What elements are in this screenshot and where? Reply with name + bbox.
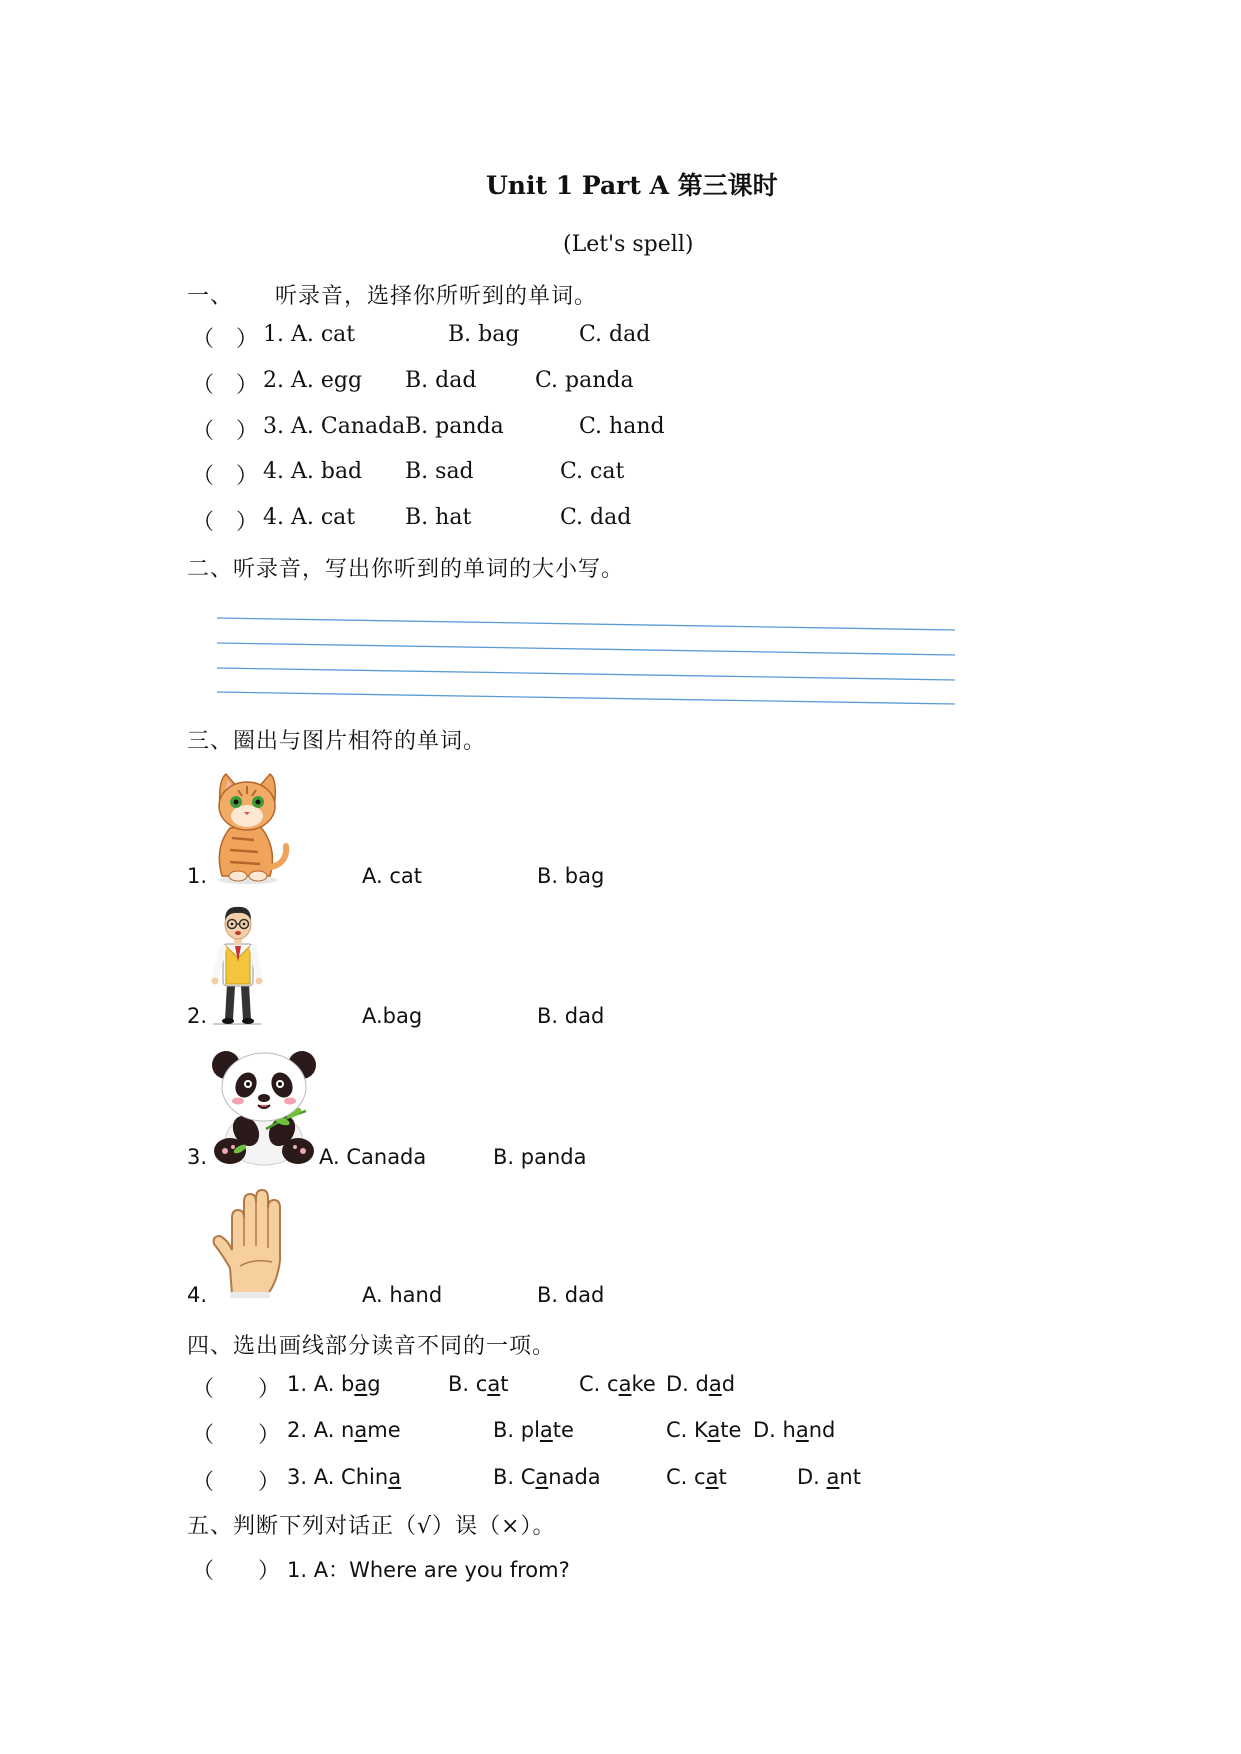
writing-line: [217, 692, 955, 704]
option-a: 4. A. bad: [263, 459, 363, 484]
cat-illustration: [208, 768, 296, 886]
underlined-letter: a: [535, 1465, 549, 1489]
option-c: C. cat: [560, 459, 625, 484]
option-b: B. hat: [405, 505, 472, 530]
hand-illustration: [210, 1188, 300, 1298]
answer-blank[interactable]: （ ）: [192, 327, 259, 352]
underlined-letter: a: [705, 1465, 719, 1489]
option-b: B. cat: [448, 1372, 509, 1396]
writing-lines[interactable]: [0, 0, 1241, 720]
option-c: C. panda: [535, 368, 634, 393]
picture-option-a[interactable]: A. cat: [362, 864, 422, 888]
option-b: B. dad: [405, 368, 477, 393]
option-b: B. bag: [448, 322, 520, 347]
underlined-letter: a: [707, 1418, 721, 1442]
option-d: D. hand: [753, 1418, 836, 1442]
option-a: 1. A. bag: [287, 1372, 381, 1396]
option-a: 2. A. name: [287, 1418, 401, 1442]
underlined-letter: a: [826, 1465, 840, 1489]
option-a: 1. A. cat: [263, 322, 356, 347]
section1-heading-number: 一、: [187, 284, 234, 309]
option-c: C. cat: [666, 1465, 727, 1489]
section5-heading: 五、判断下列对话正（√）误（×）。: [187, 1514, 556, 1539]
option-a: 4. A. cat: [263, 505, 356, 530]
option-d: D. dad: [666, 1372, 736, 1396]
answer-blank[interactable]: （ ）: [192, 464, 259, 489]
picture-option-b[interactable]: B. dad: [537, 1283, 605, 1307]
picture-option-a[interactable]: A.bag: [362, 1004, 423, 1028]
section4-heading: 四、选出画线部分读音不同的一项。: [187, 1334, 556, 1359]
section1-heading: 听录音，选择你所听到的单词。: [275, 284, 598, 309]
page-subtitle: (Let's spell): [563, 232, 694, 257]
picture-item-number: 3.: [187, 1145, 208, 1169]
answer-blank[interactable]: （ ）: [192, 1377, 281, 1402]
page-title: Unit 1 Part A 第三课时: [486, 171, 778, 200]
answer-blank[interactable]: （ ）: [192, 373, 259, 398]
picture-item-number: 2.: [187, 1004, 208, 1028]
answer-blank[interactable]: （ ）: [192, 419, 259, 444]
picture-option-a[interactable]: A. Canada: [319, 1145, 427, 1169]
underlined-letter: a: [354, 1372, 368, 1396]
underlined-letter: a: [487, 1372, 501, 1396]
teacher-man-illustration: [207, 902, 265, 1026]
option-a: 3. A. China: [287, 1465, 402, 1489]
picture-item-number: 4.: [187, 1283, 208, 1307]
underlined-letter: a: [618, 1372, 632, 1396]
answer-blank[interactable]: （ ）: [192, 510, 259, 535]
option-b: B. sad: [405, 459, 474, 484]
writing-line: [217, 618, 955, 630]
option-a: 2. A. egg: [263, 368, 363, 393]
underlined-letter: a: [708, 1372, 722, 1396]
picture-item-number: 1.: [187, 864, 208, 888]
answer-blank[interactable]: （ ）: [192, 1423, 281, 1448]
option-b: B. plate: [493, 1418, 574, 1442]
option-a: 3. A. Canada: [263, 414, 406, 439]
underlined-letter: a: [354, 1418, 368, 1442]
underlined-letter: a: [539, 1418, 553, 1442]
option-c: C. dad: [579, 322, 651, 347]
option-c: C. dad: [560, 505, 632, 530]
option-c: C. hand: [579, 414, 665, 439]
option-d: D. ant: [797, 1465, 861, 1489]
writing-line: [217, 643, 955, 655]
option-b: B. panda: [405, 414, 504, 439]
section3-heading: 三、圈出与图片相符的单词。: [187, 729, 487, 754]
writing-line: [217, 668, 955, 680]
answer-blank[interactable]: （ ）: [192, 1470, 281, 1495]
option-b: B. Canada: [493, 1465, 601, 1489]
picture-option-b[interactable]: B. dad: [537, 1004, 605, 1028]
answer-blank[interactable]: （ ）: [192, 1559, 281, 1584]
panda-illustration: [210, 1047, 318, 1167]
picture-option-a[interactable]: A. hand: [362, 1283, 443, 1307]
option-c: C. Kate: [666, 1418, 742, 1442]
picture-option-b[interactable]: B. panda: [493, 1145, 587, 1169]
section2-heading: 二、听录音，写出你听到的单词的大小写。: [187, 557, 625, 582]
option-c: C. cake: [579, 1372, 656, 1396]
underlined-letter: a: [388, 1465, 402, 1489]
picture-option-b[interactable]: B. bag: [537, 864, 605, 888]
underlined-letter: a: [795, 1418, 809, 1442]
dialogue-line: 1. A：Where are you from?: [287, 1558, 570, 1582]
